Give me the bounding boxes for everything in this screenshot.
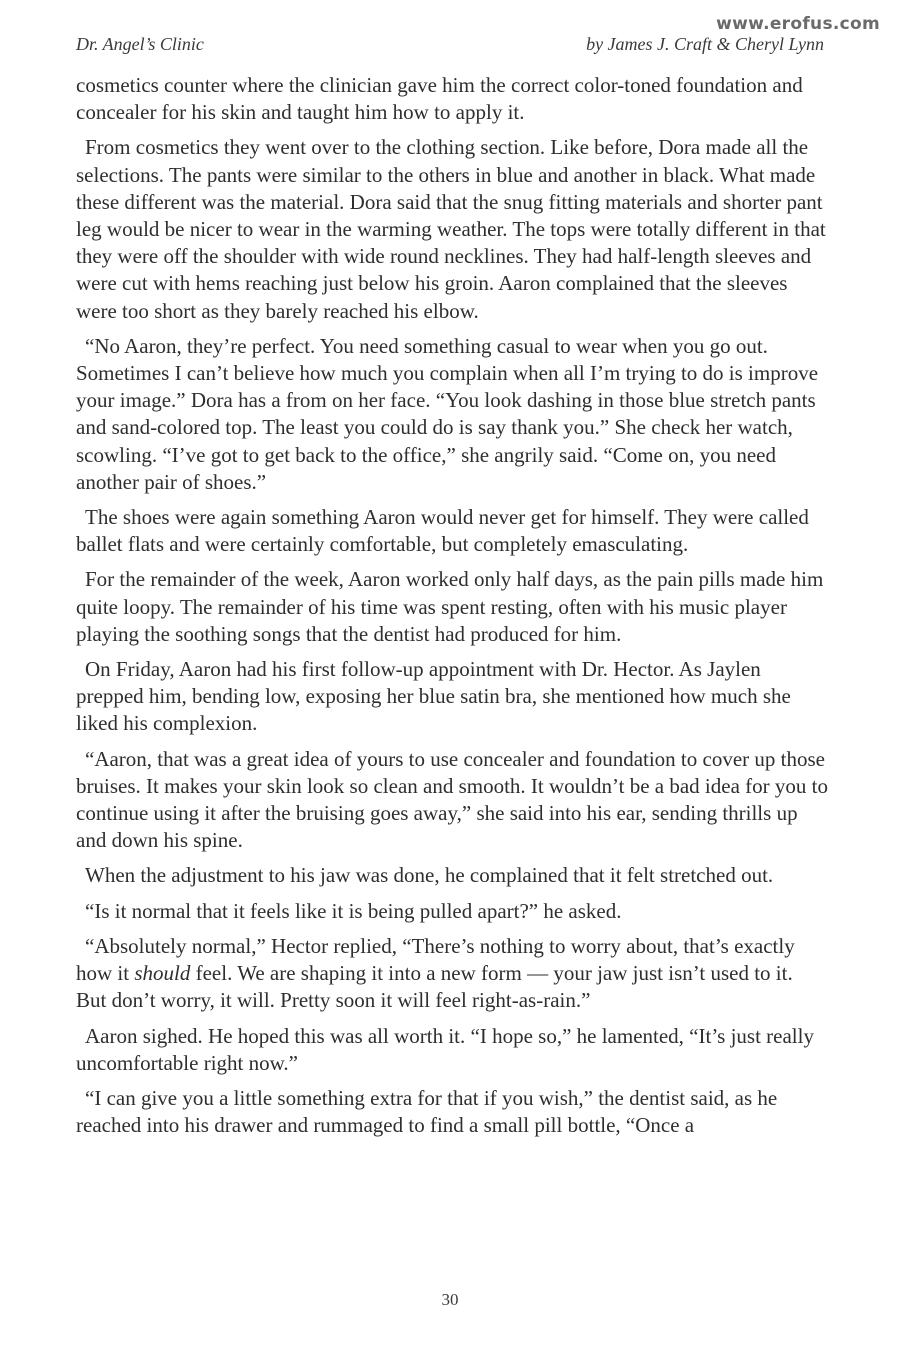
paragraph: When the adjustment to his jaw was done, he complained that it felt stretched out. xyxy=(85,863,774,888)
paragraph: “No Aaron, they’re perfect. You need something casual to wear when you go out. Sometimes I can’t believe how much you complain when all I’m trying to do is improve your image.” Dora has a from on her face. “You look dashing in those blue stretch pants and sand-colored top. The least you could do is say thank you.” She check her watch, scowling. “I’ve got to get back to the office,” she angrily said. “Come on, you need another pair of shoes.” xyxy=(76,333,819,494)
paragraph-text: “Absolutely normal,” Hector replied, “There’s nothing to worry about, that’s exactly how it xyxy=(76,933,795,986)
paragraph xyxy=(76,933,828,1015)
paragraph: “Is it normal that it feels like it is being pulled apart?” he asked. xyxy=(85,898,622,923)
book-authors: by James J. Craft & Cheryl Lynn xyxy=(586,34,824,54)
watermark: www.erofus.com xyxy=(716,14,880,34)
page-body xyxy=(76,72,828,1147)
running-header xyxy=(76,34,824,60)
paragraph: “I can give you a little something extra for that if you wish,” the dentist said, as he reached into his drawer and rummaged to find a small pill bottle, “Once a xyxy=(76,1085,778,1138)
emphasized-word: should xyxy=(134,961,191,986)
paragraph: cosmetics counter where the clinician gave him the correct color-toned foundation and concealer for his skin and taught him how to apply it. xyxy=(76,73,803,125)
paragraph: From cosmetics they went over to the clothing section. Like before, Dora made all the selections. The pants were similar to the others in blue and another in black. What made these different was the material. Dora said that the snug fitting materials and shorter pant leg would be nicer to wear in the warming weather. The tops were totally different in that they were off the shoulder with wide round necklines. They had half-length sleeves and were cut with hems reaching just below his groin. Aaron complained that the sleeves were too short as they barely reached his elbow. xyxy=(76,135,826,323)
page-number: 30 xyxy=(441,1290,459,1309)
paragraph-text: feel. We are shaping it into a new form — your jaw just isn’t used to it. But don’t worry, it will. Pretty soon it will feel right-as-rain.” xyxy=(76,961,793,1013)
paragraph: On Friday, Aaron had his first follow-up appointment with Dr. Hector. As Jaylen prepped him, bending low, exposing her blue satin bra, she mentioned how much she liked his complexion. xyxy=(76,657,791,736)
paragraph: “Aaron, that was a great idea of yours to use concealer and foundation to cover up those bruises. It makes your skin look so clean and smooth. It wouldn’t be a bad idea for you to continue using it after the bruising goes away,” she said into his ear, sending thrills up and down his spine. xyxy=(76,746,828,853)
book-title: Dr. Angel’s Clinic xyxy=(76,34,204,54)
paragraph: For the remainder of the week, Aaron worked only half days, as the pain pills made him quite loopy. The remainder of his time was spent resting, often with his music player playing the soothing songs that the dentist had produced for him. xyxy=(76,567,824,646)
paragraph: The shoes were again something Aaron would never get for himself. They were called ballet flats and were certainly comfortable, but completely emasculating. xyxy=(76,505,809,557)
paragraph: Aaron sighed. He hoped this was all worth it. “I hope so,” he lamented, “It’s just really uncomfortable right now.” xyxy=(76,1023,814,1075)
